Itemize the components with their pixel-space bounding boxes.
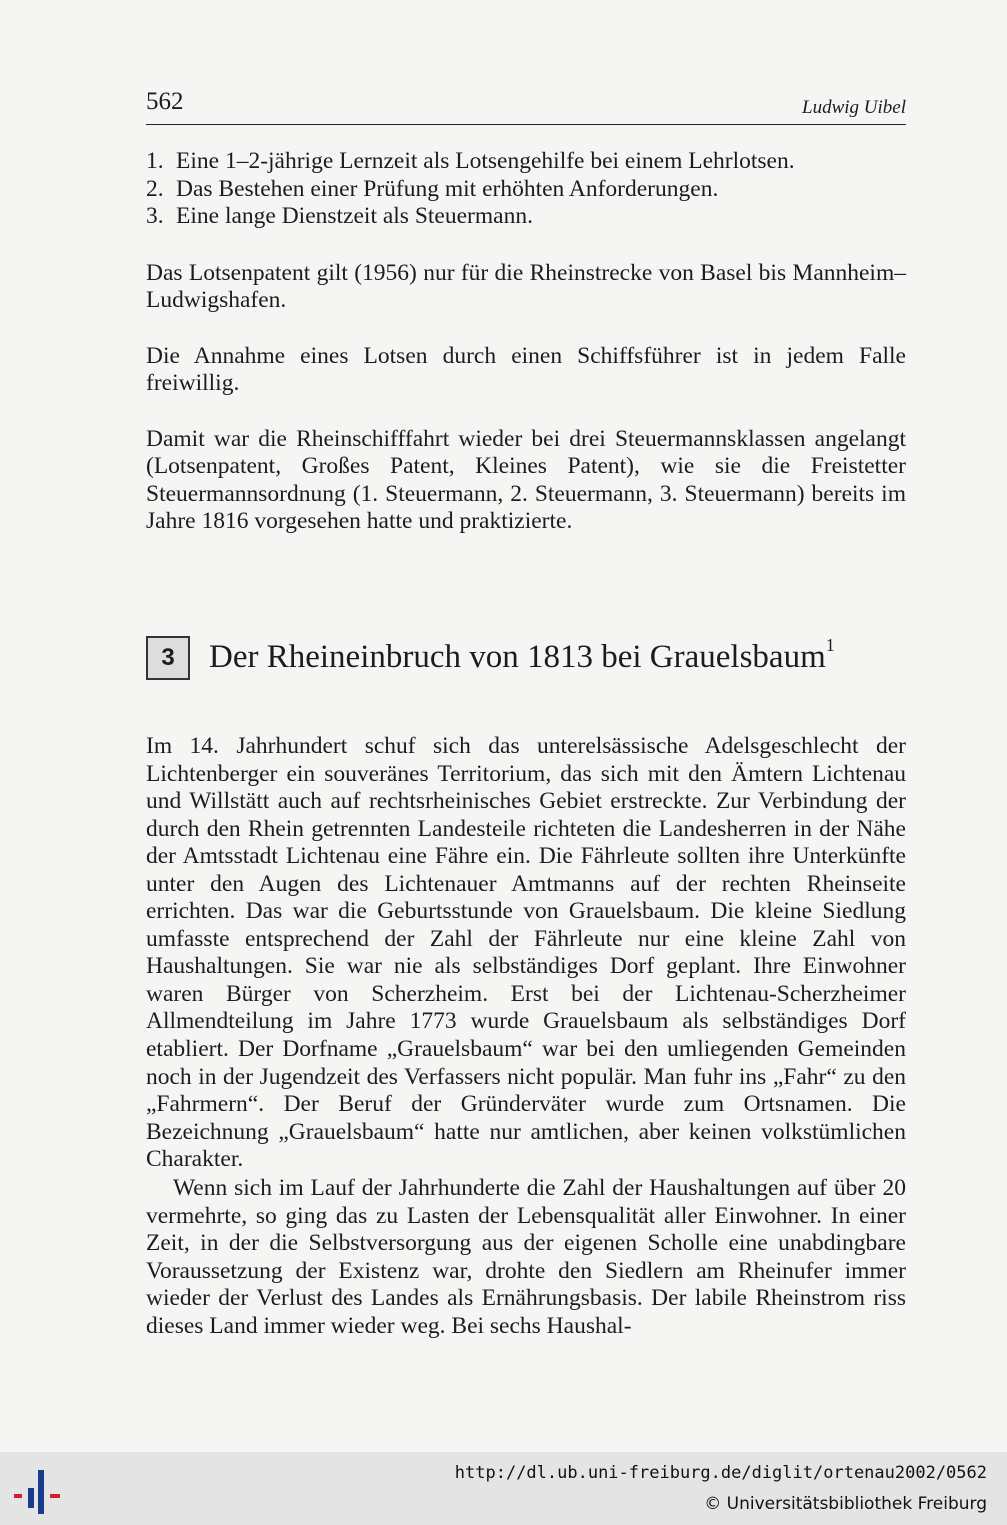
running-head	[146, 88, 906, 125]
section-heading	[146, 634, 906, 682]
library-footer	[0, 1452, 1007, 1525]
list-item-number: 1.	[146, 148, 164, 174]
section-title-text: Der Rheineinbruch von 1813 bei Grauelsbaum	[209, 639, 826, 675]
running-head-author: Ludwig Uibel	[802, 97, 906, 118]
list-item-text: Eine 1–2-jährige Lernzeit als Lotsengehilfe bei einem Lehrlotsen.	[176, 148, 795, 174]
footnote-reference[interactable]: 1	[825, 635, 835, 655]
body-paragraph: Im 14. Jahrhundert schuf sich das unterelsässische Adelsgeschlecht der Lichtenberger ein souveränes Territorium, das sich mit den Ämtern Lichtenau und Willstätt auch auf rechtsrheinisches Gebiet erstreckte. Zur Verbindung der durch den Rhein getrennten Landesteile richteten die Landesherren in der Nähe der Amtsstadt Lichtenau eine Fähre ein. Die Fährleute sollten ihre Unterkünfte unter den Augen des Lichtenauer Amtmanns auf der rechten Rheinseite errichten. Das war die Geburtsstunde von Grauelsbaum. Die kleine Siedlung umfasste entsprechend der Zahl der Fährleute nur eine kleine Zahl von Haushaltungen. Sie war nie als selbständiges Dorf geplant. Ihre Einwohner waren Bürger von Scherzheim. Erst bei der Lichtenau-Scherzheimer Allmendteilung im Jahre 1773 wurde Grauelsbaum als selbständiges Dorf etabliert. Der Dorfname „Grauelsbaum“ war bei den umliegenden Gemeinden noch in der Jugendzeit des Verfassers nicht populär. Man fuhr ins „Fahr“ zu den „Fahrmern“. Der Beruf der Gründerväter wurde zum Ortsnamen. Die Bezeichnung „Grauelsbaum“ hatte nur amtlichen, aber keinen volkstümlichen Charakter.	[146, 733, 906, 1173]
paragraph-steuermannsklassen: Damit war die Rheinschifffahrt wieder bei drei Steuermannsklassen angelangt (Lotsenpatent, Großes Patent, Kleines Patent), wie sie die Freistetter Steuermannsordnung (1. Steuermann, 2. Steuermann, 3. Steuermann) bereits im Jahre 1816 vorgesehen hatte und praktizierte.	[146, 426, 906, 535]
list-item	[146, 203, 906, 231]
page-number: 562	[146, 88, 184, 115]
section-number-badge: 3	[146, 636, 190, 680]
permalink-url[interactable]: http://dl.ub.uni-freiburg.de/diglit/ortenau2002/0562	[454, 1463, 987, 1483]
copyright-notice: © Universitätsbibliothek Freiburg	[704, 1494, 987, 1514]
section-title	[209, 634, 835, 680]
body-paragraph: Wenn sich im Lauf der Jahrhunderte die Zahl der Haushaltungen auf über 20 vermehrte, so ging das zu Lasten der Lebensqualität aller Einwohner. In einer Zeit, in der die Selbstversorgung aus der eigenen Scholle eine unabdingbare Voraussetzung der Existenz war, drohte den Siedlern am Rheinufer immer wieder der Verlust des Landes als Ernährungsbasis. Der labile Rheinstrom riss dieses Land immer wieder weg. Bei sechs Haushal-	[146, 1175, 906, 1339]
requirements-list	[146, 148, 906, 231]
list-item-text: Eine lange Dienstzeit als Steuermann.	[176, 203, 533, 229]
paragraph-lotsenpatent: Das Lotsenpatent gilt (1956) nur für die Rheinstrecke von Basel bis Mannheim–Ludwigshafen.	[146, 260, 906, 314]
list-item	[146, 176, 906, 204]
list-item-text: Das Bestehen einer Prüfung mit erhöhten Anforderungen.	[176, 175, 719, 202]
paragraph-annahme: Die Annahme eines Lotsen durch einen Schiffsführer ist in jedem Falle freiwillig.	[146, 343, 906, 397]
list-item	[146, 148, 906, 176]
list-item-number: 2.	[146, 175, 164, 202]
ub-freiburg-logo-icon[interactable]	[12, 1466, 64, 1514]
list-item-number: 3.	[146, 203, 164, 229]
